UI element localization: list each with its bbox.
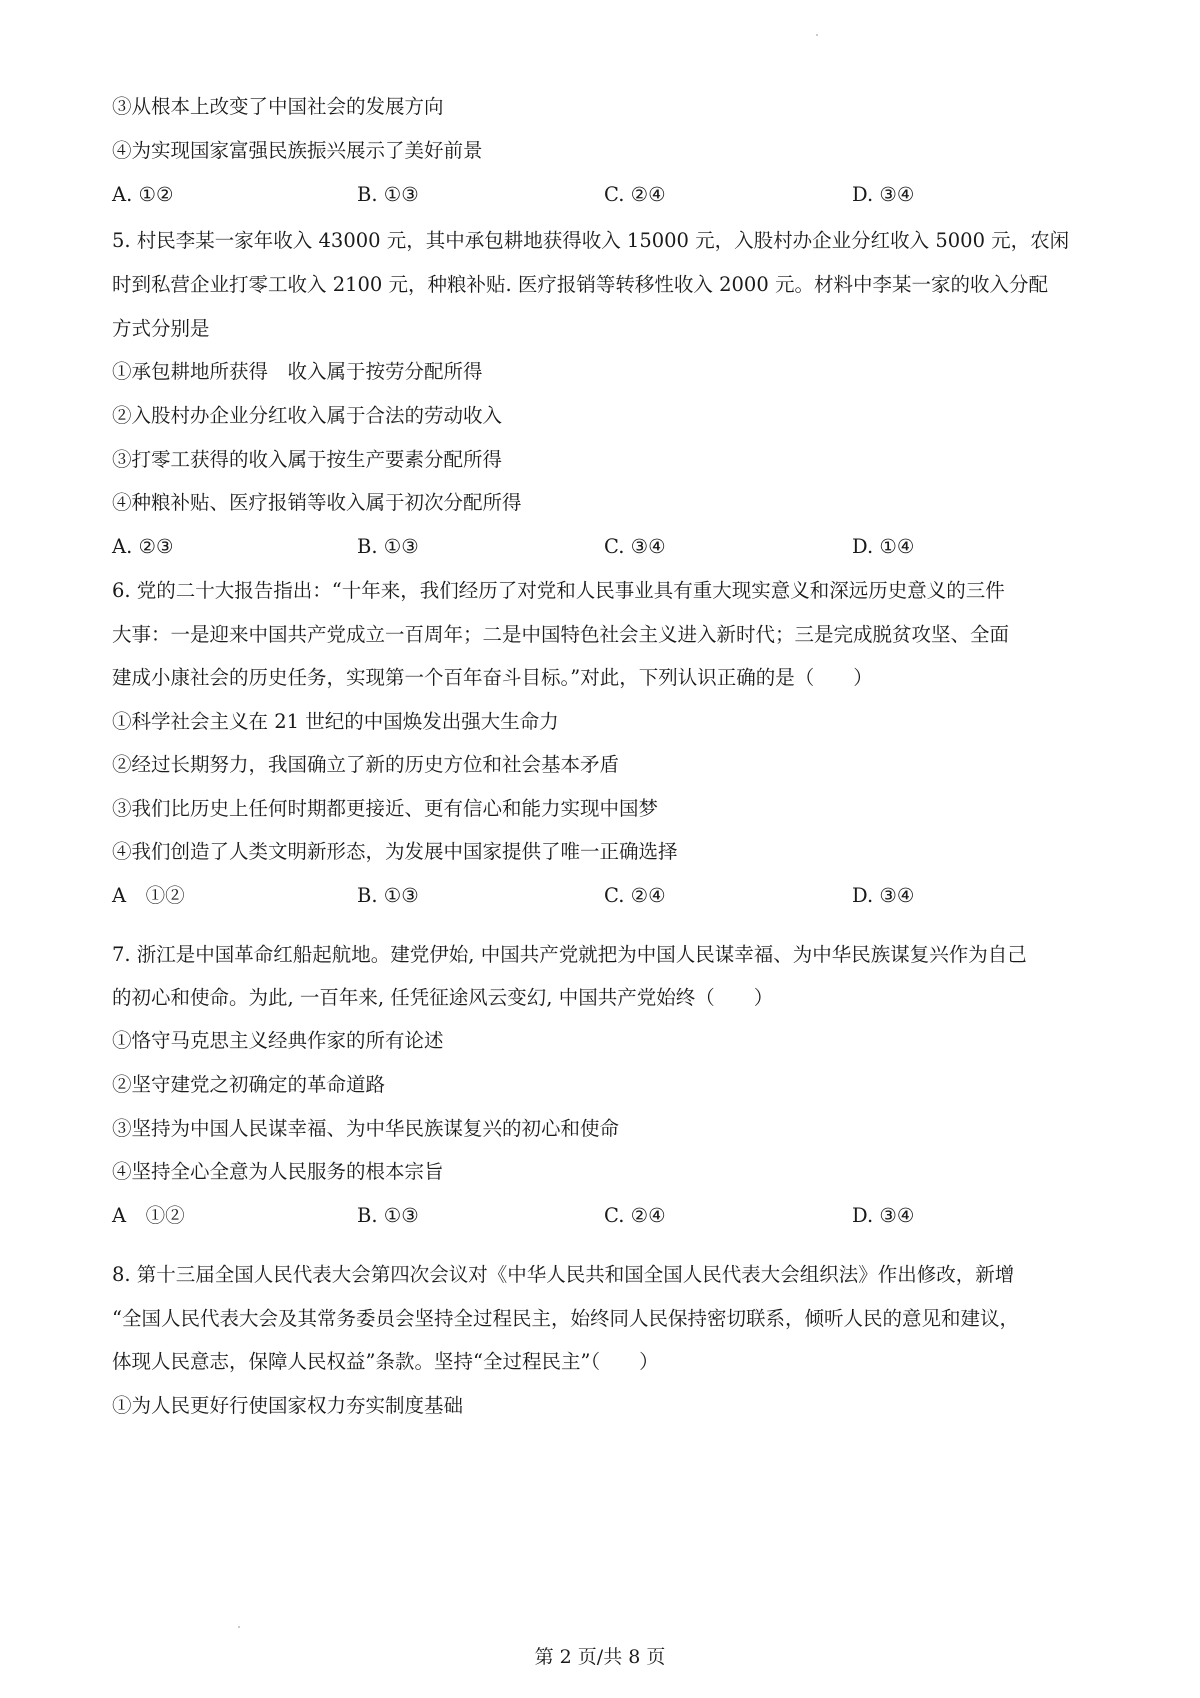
q7-option-b: B. ①③ <box>357 1204 419 1227</box>
q8-stem-line-2: “全国人民代表大会及其常务委员会坚持全过程民主，始终同人民保持密切联系，倾听人民的意见和建议， <box>112 1307 1019 1330</box>
q5-option-c: C. ③④ <box>604 535 666 558</box>
q5-stem-line-3: 方式分别是 <box>112 317 210 340</box>
scan-speck <box>238 1626 240 1628</box>
q7-item-4: ④坚持全心全意为人民服务的根本宗旨 <box>112 1160 444 1183</box>
q6-stem-line-2: 大事：一是迎来中国共产党成立一百周年；二是中国特色社会主义进入新时代；三是完成脱贫攻坚、全面 <box>112 623 1010 646</box>
q4-options <box>112 181 1112 209</box>
q6-item-3: ③我们比历史上任何时期都更接近、更有信心和能力实现中国梦 <box>112 797 659 820</box>
q5-stem-line-2: 时到私营企业打零工收入 2100 元，种粮补贴. 医疗报销等转移性收入 2000 元。材料中李某一家的收入分配 <box>112 273 1048 296</box>
q7-option-d: D. ③④ <box>852 1204 915 1227</box>
scan-speck <box>816 34 818 36</box>
q7-item-2: ②坚守建党之初确定的革命道路 <box>112 1073 386 1096</box>
q8-stem-line-3: 体现人民意志，保障人民权益”条款。坚持“全过程民主”（ ） <box>112 1350 659 1373</box>
q7-option-a: A ①② <box>112 1204 185 1227</box>
q6-options <box>112 882 1112 910</box>
q8-item-1: ①为人民更好行使国家权力夯实制度基础 <box>112 1394 464 1417</box>
q4-item-4: ④为实现国家富强民族振兴展示了美好前景 <box>112 139 483 162</box>
q6-stem-line-3: 建成小康社会的历史任务，实现第一个百年奋斗目标。”对此，下列认识正确的是（ ） <box>112 666 873 689</box>
q4-option-c: C. ②④ <box>604 183 666 206</box>
q5-item-2: ②入股村办企业分红收入属于合法的劳动收入 <box>112 404 503 427</box>
q6-option-a: A ①② <box>112 884 185 907</box>
q5-option-a: A. ②③ <box>112 535 174 558</box>
q5-stem-line-1: 5. 村民李某一家年收入 43000 元，其中承包耕地获得收入 15000 元，入股村办企业分红收入 5000 元，农闲 <box>112 229 1070 252</box>
q5-options <box>112 533 1112 561</box>
q7-options <box>112 1202 1112 1230</box>
q5-option-d: D. ①④ <box>852 535 915 558</box>
q5-item-4: ④种粮补贴、医疗报销等收入属于初次分配所得 <box>112 491 522 514</box>
q6-item-2: ②经过长期努力，我国确立了新的历史方位和社会基本矛盾 <box>112 753 620 776</box>
q7-option-c: C. ②④ <box>604 1204 666 1227</box>
q6-item-4: ④我们创造了人类文明新形态，为发展中国家提供了唯一正确选择 <box>112 840 678 863</box>
q6-option-c: C. ②④ <box>604 884 666 907</box>
q7-item-3: ③坚持为中国人民谋幸福、为中华民族谋复兴的初心和使命 <box>112 1117 620 1140</box>
q7-item-1: ①恪守马克思主义经典作家的所有论述 <box>112 1029 444 1052</box>
q4-option-a: A. ①② <box>112 183 174 206</box>
q4-option-d: D. ③④ <box>852 183 915 206</box>
q6-item-1: ①科学社会主义在 21 世纪的中国焕发出强大生命力 <box>112 710 559 733</box>
q7-stem-line-1: 7. 浙江是中国革命红船起航地。建党伊始, 中国共产党就把为中国人民谋幸福、为中华民族谋复兴作为自己 <box>112 943 1027 966</box>
q8-stem-line-1: 8. 第十三届全国人民代表大会第四次会议对《中华人民共和国全国人民代表大会组织法》作出修改，新增 <box>112 1263 1015 1286</box>
q4-item-3: ③从根本上改变了中国社会的发展方向 <box>112 95 444 118</box>
q6-stem-line-1: 6. 党的二十大报告指出：“十年来，我们经历了对党和人民事业具有重大现实意义和深远历史意义的三件 <box>112 579 1005 602</box>
q5-item-3: ③打零工获得的收入属于按生产要素分配所得 <box>112 448 503 471</box>
q5-item-1: ①承包耕地所获得 收入属于按劳分配所得 <box>112 360 483 383</box>
q4-option-b: B. ①③ <box>357 183 419 206</box>
q6-option-b: B. ①③ <box>357 884 419 907</box>
page-number: 第 2 页/共 8 页 <box>534 1646 666 1668</box>
q6-option-d: D. ③④ <box>852 884 915 907</box>
q5-option-b: B. ①③ <box>357 535 419 558</box>
q7-stem-line-2: 的初心和使命。为此, 一百年来, 任凭征途风云变幻, 中国共产党始终（ ） <box>112 986 774 1009</box>
